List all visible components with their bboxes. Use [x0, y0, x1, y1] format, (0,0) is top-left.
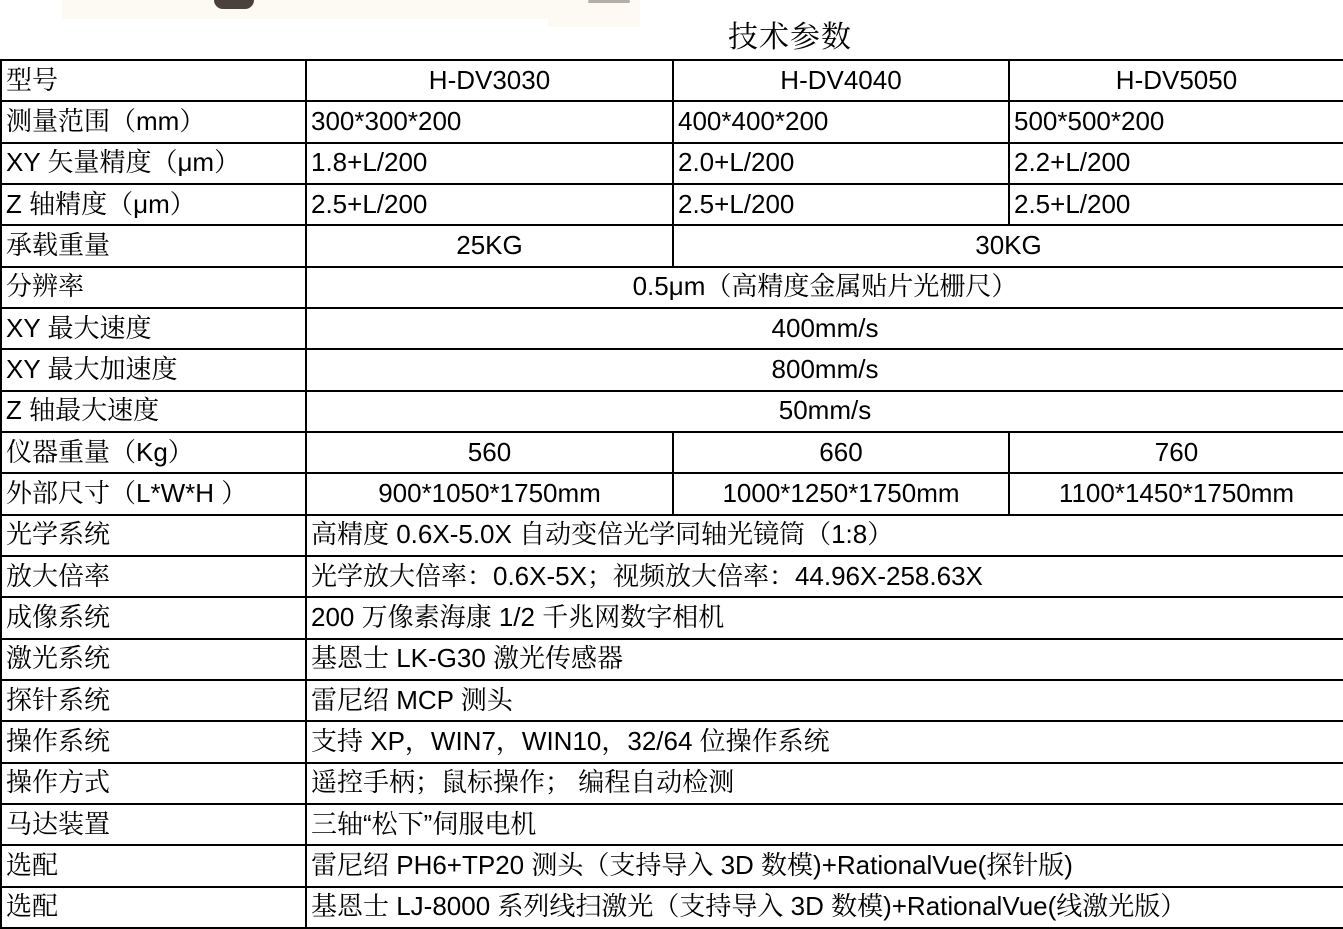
value-cell: 50mm/s: [306, 391, 1343, 432]
row-label: 操作系统: [1, 721, 306, 762]
value-cell: 200 万像素海康 1/2 千兆网数字相机: [306, 597, 1343, 638]
row-label: 马达装置: [1, 804, 306, 845]
table-row: [1, 887, 1343, 928]
row-label: 选配: [1, 887, 306, 928]
photo-smudge: [588, 0, 630, 3]
row-label: 成像系统: [1, 597, 306, 638]
value-cell: 三轴“松下”伺服电机: [306, 804, 1343, 845]
value-cell: 400mm/s: [306, 308, 1343, 349]
table-row: [1, 597, 1343, 638]
row-label: 放大倍率: [1, 556, 306, 597]
table-row: [1, 225, 1343, 266]
row-label: 外部尺寸（L*W*H ）: [1, 473, 306, 514]
value-cell: 900*1050*1750mm: [306, 473, 673, 514]
table-row: [1, 184, 1343, 225]
spec-table-body: [1, 60, 1343, 928]
table-row: [1, 639, 1343, 680]
spec-table: [0, 59, 1343, 929]
value-cell: 500*500*200: [1009, 101, 1343, 142]
table-row: [1, 680, 1343, 721]
row-label: 探针系统: [1, 680, 306, 721]
table-row: [1, 60, 1343, 101]
value-cell: 遥控手柄；鼠标操作； 编程自动检测: [306, 763, 1343, 804]
photo-background-band-right: [548, 0, 640, 27]
table-row: [1, 473, 1343, 514]
value-cell: H-DV5050: [1009, 60, 1343, 101]
row-label: 操作方式: [1, 763, 306, 804]
table-row: [1, 721, 1343, 762]
value-cell: 660: [673, 432, 1009, 473]
value-cell: 2.0+L/200: [673, 143, 1009, 184]
value-cell: 1100*1450*1750mm: [1009, 473, 1343, 514]
row-label: 分辨率: [1, 267, 306, 308]
row-label: 仪器重量（Kg）: [1, 432, 306, 473]
row-label: 承载重量: [1, 225, 306, 266]
row-label: 光学系统: [1, 515, 306, 556]
logo-bottom-edge-icon: [214, 0, 254, 9]
page-title: 技术参数: [728, 21, 852, 54]
value-cell: H-DV3030: [306, 60, 673, 101]
value-cell: 雷尼绍 MCP 测头: [306, 680, 1343, 721]
value-cell: 760: [1009, 432, 1343, 473]
row-label: XY 最大速度: [1, 308, 306, 349]
value-cell: 2.5+L/200: [306, 184, 673, 225]
value-cell: 基恩士 LK-G30 激光传感器: [306, 639, 1343, 680]
value-cell: 800mm/s: [306, 349, 1343, 390]
value-cell: 2.5+L/200: [1009, 184, 1343, 225]
row-label: 型号: [1, 60, 306, 101]
table-row: [1, 349, 1343, 390]
table-row: [1, 391, 1343, 432]
table-row: [1, 143, 1343, 184]
value-cell: 2.5+L/200: [673, 184, 1009, 225]
value-cell: 支持 XP，WIN7，WIN10，32/64 位操作系统: [306, 721, 1343, 762]
row-label: 测量范围（mm）: [1, 101, 306, 142]
row-label: Z 轴最大速度: [1, 391, 306, 432]
cropped-photo-fragment: [62, 0, 640, 19]
row-label: Z 轴精度（μm）: [1, 184, 306, 225]
value-cell: 0.5μm（高精度金属贴片光栅尺）: [306, 267, 1343, 308]
table-row: [1, 556, 1343, 597]
value-cell: 1000*1250*1750mm: [673, 473, 1009, 514]
value-cell: 1.8+L/200: [306, 143, 673, 184]
value-cell: 基恩士 LJ-8000 系列线扫激光（支持导入 3D 数模)+RationalVue(线激光版）: [306, 887, 1343, 928]
value-cell: 光学放大倍率：0.6X-5X；视频放大倍率：44.96X-258.63X: [306, 556, 1343, 597]
value-cell: 560: [306, 432, 673, 473]
table-row: [1, 308, 1343, 349]
table-row: [1, 804, 1343, 845]
table-row: [1, 101, 1343, 142]
row-label: XY 最大加速度: [1, 349, 306, 390]
value-cell: 2.2+L/200: [1009, 143, 1343, 184]
value-cell: 高精度 0.6X-5.0X 自动变倍光学同轴光镜筒（1:8）: [306, 515, 1343, 556]
value-cell: 400*400*200: [673, 101, 1009, 142]
table-row: [1, 763, 1343, 804]
row-label: 激光系统: [1, 639, 306, 680]
table-row: [1, 845, 1343, 886]
value-cell: 25KG: [306, 225, 673, 266]
value-cell: 雷尼绍 PH6+TP20 测头（支持导入 3D 数模)+RationalVue(探针版): [306, 845, 1343, 886]
table-row: [1, 515, 1343, 556]
value-cell: 300*300*200: [306, 101, 673, 142]
table-row: [1, 267, 1343, 308]
table-row: [1, 432, 1343, 473]
value-cell: 30KG: [673, 225, 1343, 266]
value-cell: H-DV4040: [673, 60, 1009, 101]
row-label: XY 矢量精度（μm）: [1, 143, 306, 184]
row-label: 选配: [1, 845, 306, 886]
